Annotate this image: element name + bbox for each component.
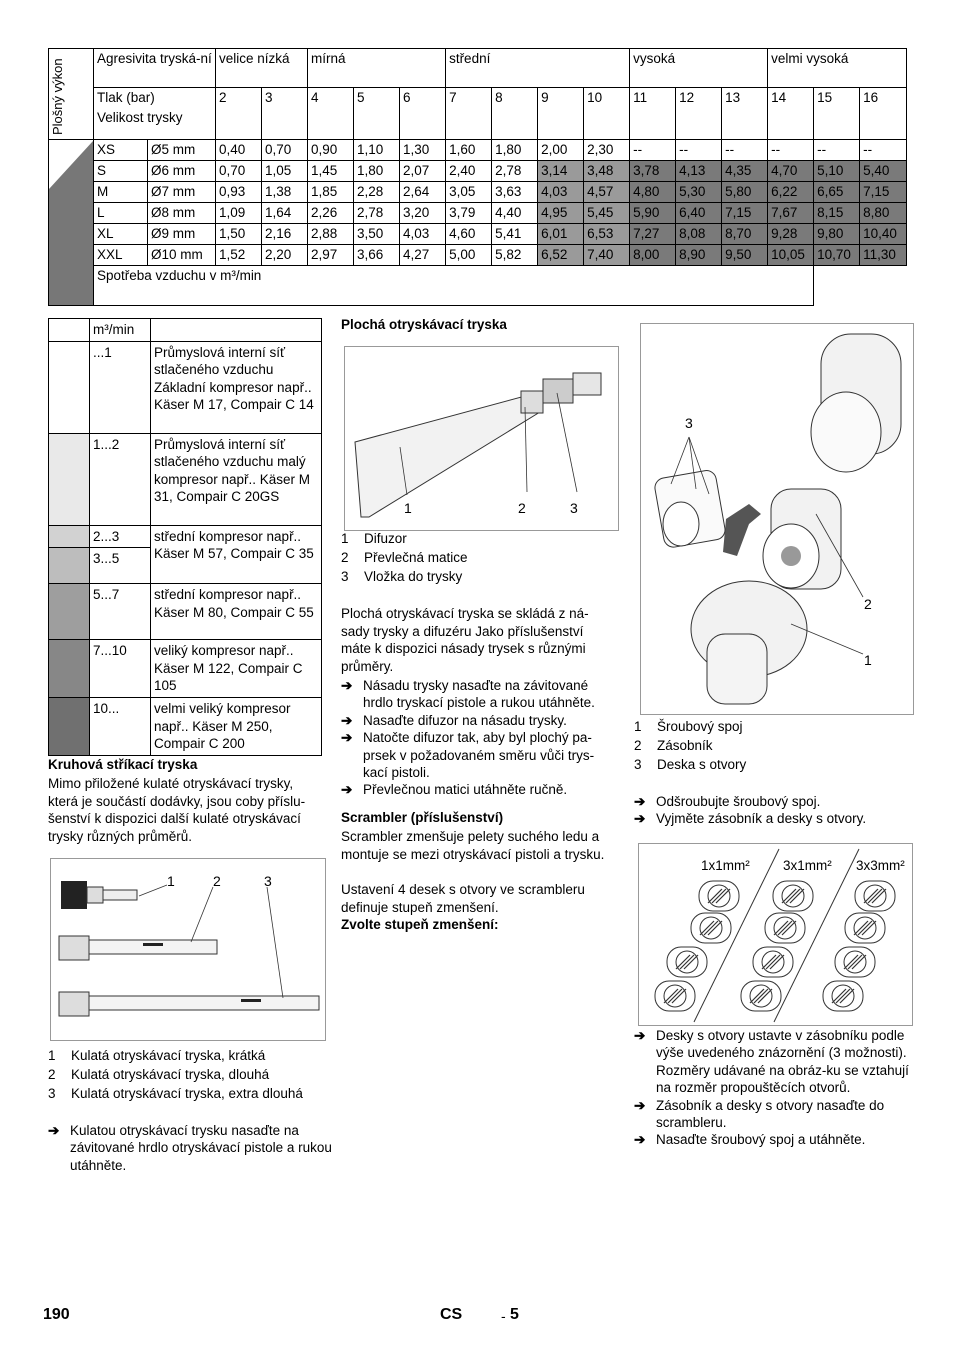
pressure-value: 5	[354, 88, 400, 140]
consumption-value: 2,88	[308, 223, 354, 244]
consumption-value: 5,00	[446, 244, 492, 265]
consumption-value: 1,64	[262, 202, 308, 223]
consumption-value: 6,01	[538, 223, 584, 244]
nozzle-diameter: Ø10 mm	[148, 244, 216, 265]
scrambler-legend	[634, 717, 914, 774]
consumption-value: 4,13	[676, 160, 722, 181]
consumption-value: 1,38	[262, 181, 308, 202]
level-mild: mírná	[308, 49, 446, 88]
pressure-value: 6	[400, 88, 446, 140]
consumption-value: 2,16	[262, 223, 308, 244]
consumption-value: 8,80	[860, 202, 907, 223]
consumption-value: 5,82	[492, 244, 538, 265]
compressor-description: Průmyslová interní síť stlačeného vzduchu malý kompresor např.. Käser M 31, Compair C 20GS	[151, 433, 322, 525]
legend-item: 2 Zásobník	[634, 738, 713, 753]
consumption-value: 3,79	[446, 202, 492, 223]
pressure-value: 14	[768, 88, 814, 140]
consumption-value: 1,10	[354, 139, 400, 160]
consumption-value: 2,07	[400, 160, 446, 181]
consumption-value: --	[768, 139, 814, 160]
consumption-value: 0,70	[216, 160, 262, 181]
scrambler-steps-1	[634, 793, 914, 828]
table-row	[49, 244, 907, 265]
instruction-step: ➔ Násadu trysky nasaďte na závitované hrdlo tryskací pistole a rukou utáhněte.	[341, 678, 595, 711]
consumption-value: 7,67	[768, 202, 814, 223]
compressor-description: velmi veliký kompresor např.. Käser M 250, Compair C 200	[151, 697, 322, 755]
perforated-plate-icon	[741, 981, 781, 1011]
consumption-value: 7,15	[860, 181, 907, 202]
arrow-icon: ➔	[634, 1132, 646, 1148]
fig-label: 1	[167, 873, 175, 889]
output-wedge-graphic	[49, 141, 93, 305]
pressure-value: 10	[584, 88, 630, 140]
consumption-value: 2,64	[400, 181, 446, 202]
shade-swatch	[49, 584, 90, 640]
pressure-value: 12	[676, 88, 722, 140]
arrow-icon: ➔	[48, 1123, 60, 1138]
consumption-value: 3,78	[630, 160, 676, 181]
perforated-plate-icon	[691, 913, 731, 943]
level-medium: střední	[446, 49, 630, 88]
consumption-value: 3,50	[354, 223, 400, 244]
nozzle-diameter: Ø5 mm	[148, 139, 216, 160]
consumption-value: 8,00	[630, 244, 676, 265]
consumption-value: 7,15	[722, 202, 768, 223]
consumption-value: 1,52	[216, 244, 262, 265]
consumption-value: 3,14	[538, 160, 584, 181]
consumption-value: 10,70	[814, 244, 860, 265]
consumption-value: 4,03	[538, 181, 584, 202]
section-number: 5	[510, 1306, 519, 1323]
consumption-value: 5,40	[860, 160, 907, 181]
nozzle-diameter: Ø6 mm	[148, 160, 216, 181]
compressor-table	[48, 318, 322, 756]
pressure-value: 15	[814, 88, 860, 140]
consumption-value: 4,60	[446, 223, 492, 244]
consumption-value: 4,03	[400, 223, 446, 244]
compressor-description: střední kompresor např.. Käser M 57, Compair C 35	[151, 525, 322, 584]
pressure-label: Tlak (bar)	[94, 88, 216, 109]
instruction-step: ➔ Odšroubujte šroubový spoj.	[634, 794, 821, 809]
flat-nozzle-heading: Plochá otryskávací tryska	[341, 317, 507, 332]
legend-item: 3 Vložka do trysky	[341, 569, 463, 584]
fig-label: 2	[864, 596, 872, 612]
nozzle-diameter: Ø8 mm	[148, 202, 216, 223]
pressure-value: 11	[630, 88, 676, 140]
consumption-value: 6,53	[584, 223, 630, 244]
fig-label: 1x1mm²	[701, 858, 750, 873]
scrambler-paragraph-2: Ustavení 4 desek s otvory ve scrambleru definuje stupeň zmenšení.	[341, 882, 585, 915]
nozzle-size: XXL	[94, 244, 148, 265]
legend-item: 1 Šroubový spoj	[634, 719, 743, 734]
fig-label: 1	[864, 652, 872, 668]
compressor-description: veliký kompresor např.. Käser M 122, Compair C 105	[151, 640, 322, 698]
range-value: 3...5	[90, 548, 151, 584]
range-value: ...1	[90, 341, 151, 433]
consumption-value: 8,15	[814, 202, 860, 223]
level-very-high: velmi vysoká	[768, 49, 907, 88]
pressure-value: 13	[722, 88, 768, 140]
table-row	[49, 181, 907, 202]
compressor-row	[49, 341, 322, 433]
perforated-plate-icon	[753, 947, 793, 977]
shade-swatch	[49, 640, 90, 698]
fig-label: 3	[264, 873, 272, 889]
perforated-plate-icon	[765, 913, 805, 943]
consumption-value: 9,80	[814, 223, 860, 244]
language-code: CS	[440, 1306, 463, 1323]
nozzle-size: L	[94, 202, 148, 223]
legend-item: 2 Kulatá otryskávací tryska, dlouhá	[48, 1067, 270, 1082]
nozzle-size-label: Velikost trysky	[94, 108, 216, 139]
range-value: 1...2	[90, 433, 151, 525]
consumption-value: 1,09	[216, 202, 262, 223]
fig-label: 3	[570, 500, 578, 516]
flat-nozzle-steps	[341, 677, 616, 799]
consumption-value: 2,97	[308, 244, 354, 265]
fig-label: 2	[213, 873, 221, 889]
consumption-value: 1,60	[446, 139, 492, 160]
consumption-value: 3,66	[354, 244, 400, 265]
level-very-low: velice nízká	[216, 49, 308, 88]
consumption-value: --	[630, 139, 676, 160]
consumption-value: --	[722, 139, 768, 160]
arrow-icon: ➔	[634, 811, 646, 827]
footer-separator: -	[501, 1308, 506, 1324]
legend-item: 3 Deska s otvory	[634, 757, 747, 772]
consumption-value: 10,40	[860, 223, 907, 244]
consumption-value: 3,63	[492, 181, 538, 202]
instruction-step: ➔ Desky s otvory ustavte v zásobníku podle výše uvedeného znázornění (3 možnosti). Rozměry udávané na obráz-ku se vztahují na rozměr propouštěcích otvorů.	[634, 1028, 909, 1096]
instruction-step: ➔ Nasaďte šroubový spoj a utáhněte.	[634, 1132, 866, 1148]
consumption-value: 3,05	[446, 181, 492, 202]
consumption-value: 2,40	[446, 160, 492, 181]
flat-nozzle-legend	[341, 529, 621, 586]
legend-item: 1 Difuzor	[341, 531, 407, 546]
scrambler-steps-2	[634, 1027, 912, 1149]
range-value: 5...7	[90, 584, 151, 640]
consumption-value: --	[860, 139, 907, 160]
consumption-value: 4,70	[768, 160, 814, 181]
consumption-value: 1,80	[354, 160, 400, 181]
instruction-step: ➔ Kulatou otryskávací trysku nasaďte na závitované hrdlo otryskávací pistole a rukou utáhněte.	[48, 1123, 332, 1173]
flat-nozzle-figure	[344, 346, 619, 531]
consumption-value: 1,05	[262, 160, 308, 181]
table-row	[49, 160, 907, 181]
range-value: 7...10	[90, 640, 151, 698]
nozzle-size: S	[94, 160, 148, 181]
consumption-value: 1,80	[492, 139, 538, 160]
consumption-value: 2,20	[262, 244, 308, 265]
unit-header: m³/min	[90, 319, 151, 342]
arrow-icon: ➔	[634, 1028, 646, 1043]
consumption-value: 1,45	[308, 160, 354, 181]
consumption-value: 6,40	[676, 202, 722, 223]
level-high: vysoká	[630, 49, 768, 88]
consumption-value: 1,50	[216, 223, 262, 244]
consumption-value: 9,50	[722, 244, 768, 265]
consumption-value: 2,78	[492, 160, 538, 181]
consumption-value: 5,45	[584, 202, 630, 223]
consumption-value: 6,22	[768, 181, 814, 202]
arrow-icon: ➔	[634, 794, 646, 809]
compressor-description: střední kompresor např.. Käser M 80, Compair C 55	[151, 584, 322, 640]
legend-item: 3 Kulatá otryskávací tryska, extra dlouhá	[48, 1086, 303, 1101]
consumption-value: 4,57	[584, 181, 630, 202]
consumption-value: 3,20	[400, 202, 446, 223]
shade-swatch	[49, 525, 90, 548]
arrow-icon: ➔	[341, 712, 353, 728]
consumption-value: 6,65	[814, 181, 860, 202]
instruction-step: ➔ Převlečnou matici utáhněte ručně.	[341, 782, 568, 798]
instruction-step: ➔ Natočte difuzor tak, aby byl plochý pa-prsek v požadovaném směru vůči trys-kací pistoli.	[341, 730, 595, 781]
instruction-step: ➔ Vyjměte zásobník a desky s otvory.	[634, 811, 867, 827]
flat-nozzle-paragraph: Plochá otryskávací tryska se skládá z ná-sady trysky a difuzéru Jako příslušenství máte k dispozici násady trysek s různými průměry.	[341, 606, 589, 674]
table-row	[49, 223, 907, 244]
compressor-row	[49, 525, 322, 548]
arrow-icon: ➔	[341, 678, 353, 693]
consumption-value: 7,27	[630, 223, 676, 244]
consumption-value: 0,93	[216, 181, 262, 202]
arrow-icon: ➔	[341, 730, 353, 746]
compressor-description: Průmyslová interní síť stlačeného vzduchu Základní kompresor např.. Käser M 17, Compair C 14	[151, 341, 322, 433]
perforated-plate-icon	[845, 913, 885, 943]
arrow-icon: ➔	[341, 782, 353, 798]
perforated-plate-icon	[823, 981, 863, 1011]
instruction-step: ➔ Nasaďte difuzor na násadu trysky.	[341, 712, 567, 728]
shade-swatch	[49, 548, 90, 584]
fig-label: 1	[404, 500, 412, 516]
consumption-value: 3,48	[584, 160, 630, 181]
fig-label: 2	[518, 500, 526, 516]
fig-label: 3x1mm²	[783, 858, 832, 873]
consumption-value: --	[814, 139, 860, 160]
consumption-value: 4,35	[722, 160, 768, 181]
plate-arrangement-figure	[638, 843, 913, 1026]
legend-item: 1 Kulatá otryskávací tryska, krátká	[48, 1048, 266, 1063]
vertical-label-cell: Plošný výkon	[49, 49, 94, 140]
perforated-plate-icon	[835, 947, 875, 977]
nozzle-diameter: Ø7 mm	[148, 181, 216, 202]
perforated-plate-icon	[655, 981, 695, 1011]
consumption-value: 9,28	[768, 223, 814, 244]
round-nozzle-legend	[48, 1046, 328, 1103]
consumption-value: 2,28	[354, 181, 400, 202]
arrow-icon: ➔	[634, 1097, 646, 1113]
pressure-value: 8	[492, 88, 538, 140]
round-nozzle-paragraph: Mimo přiložené kulaté otryskávací trysky, která je součástí dodávky, jsou coby příslu-šenství k dispozici další kulaté otryskávací trysky různých průměrů.	[48, 776, 306, 844]
shade-swatch	[49, 341, 90, 433]
instruction-step: ➔ Zásobník a desky s otvory nasaďte do scrambleru.	[634, 1097, 885, 1131]
consumption-value: 5,41	[492, 223, 538, 244]
consumption-value: 1,85	[308, 181, 354, 202]
consumption-value: 4,80	[630, 181, 676, 202]
consumption-value: 8,70	[722, 223, 768, 244]
consumption-value: 2,26	[308, 202, 354, 223]
consumption-value: 4,27	[400, 244, 446, 265]
consumption-value: 5,30	[676, 181, 722, 202]
consumption-value: 8,90	[676, 244, 722, 265]
consumption-value: 5,10	[814, 160, 860, 181]
compressor-row	[49, 433, 322, 525]
consumption-value: 5,90	[630, 202, 676, 223]
range-value: 2...3	[90, 525, 151, 548]
pressure-value: 9	[538, 88, 584, 140]
legend-item: 2 Převlečná matice	[341, 550, 468, 565]
pressure-value: 2	[216, 88, 262, 140]
air-consumption-table	[48, 48, 907, 306]
consumption-value: 4,95	[538, 202, 584, 223]
compressor-row	[49, 584, 322, 640]
consumption-value: 8,08	[676, 223, 722, 244]
consumption-value: 1,30	[400, 139, 446, 160]
shade-swatch	[49, 697, 90, 755]
nozzle-size: M	[94, 181, 148, 202]
page-number: 190	[43, 1306, 70, 1323]
pressure-value: 4	[308, 88, 354, 140]
shade-swatch	[49, 433, 90, 525]
nozzle-size: XS	[94, 139, 148, 160]
pressure-value: 7	[446, 88, 492, 140]
aggressivity-label: Agresivita tryská-ní	[94, 49, 216, 88]
consumption-value: 5,80	[722, 181, 768, 202]
table-row	[49, 202, 907, 223]
consumption-value: 10,05	[768, 244, 814, 265]
perforated-plate-icon	[773, 881, 813, 911]
perforated-plate-icon	[699, 881, 739, 911]
compressor-row	[49, 640, 322, 698]
fig-label: 3	[685, 415, 693, 431]
pressure-value: 16	[860, 88, 907, 140]
fig-label: 3x3mm²	[856, 858, 905, 873]
reduction-heading: Zvolte stupeň zmenšení:	[341, 917, 499, 932]
consumption-value: 6,52	[538, 244, 584, 265]
consumption-value: 2,00	[538, 139, 584, 160]
scrambler-heading: Scrambler (příslušenství)	[341, 810, 504, 825]
scrambler-exploded-figure	[640, 323, 914, 715]
scrambler-paragraph: Scrambler zmenšuje pelety suchého ledu a montuje se mezi otryskávací pistoli a trysku.	[341, 829, 605, 862]
consumption-value: 4,40	[492, 202, 538, 223]
compressor-row	[49, 697, 322, 755]
nozzle-size: XL	[94, 223, 148, 244]
consumption-value: 0,90	[308, 139, 354, 160]
consumption-value: 0,70	[262, 139, 308, 160]
consumption-value: 11,30	[860, 244, 907, 265]
round-nozzles-figure	[50, 858, 326, 1041]
consumption-value: --	[676, 139, 722, 160]
nozzle-diameter: Ø9 mm	[148, 223, 216, 244]
pressure-value: 3	[262, 88, 308, 140]
perforated-plate-icon	[855, 881, 895, 911]
consumption-value: 0,40	[216, 139, 262, 160]
consumption-value: 2,78	[354, 202, 400, 223]
table-row	[49, 139, 907, 160]
perforated-plate-icon	[667, 947, 707, 977]
range-value: 10...	[90, 697, 151, 755]
air-consumption-caption: Spotřeba vzduchu v m³/min	[94, 265, 814, 305]
consumption-value: 2,30	[584, 139, 630, 160]
round-nozzle-heading: Kruhová stříkací tryska	[48, 757, 198, 772]
consumption-value: 7,40	[584, 244, 630, 265]
